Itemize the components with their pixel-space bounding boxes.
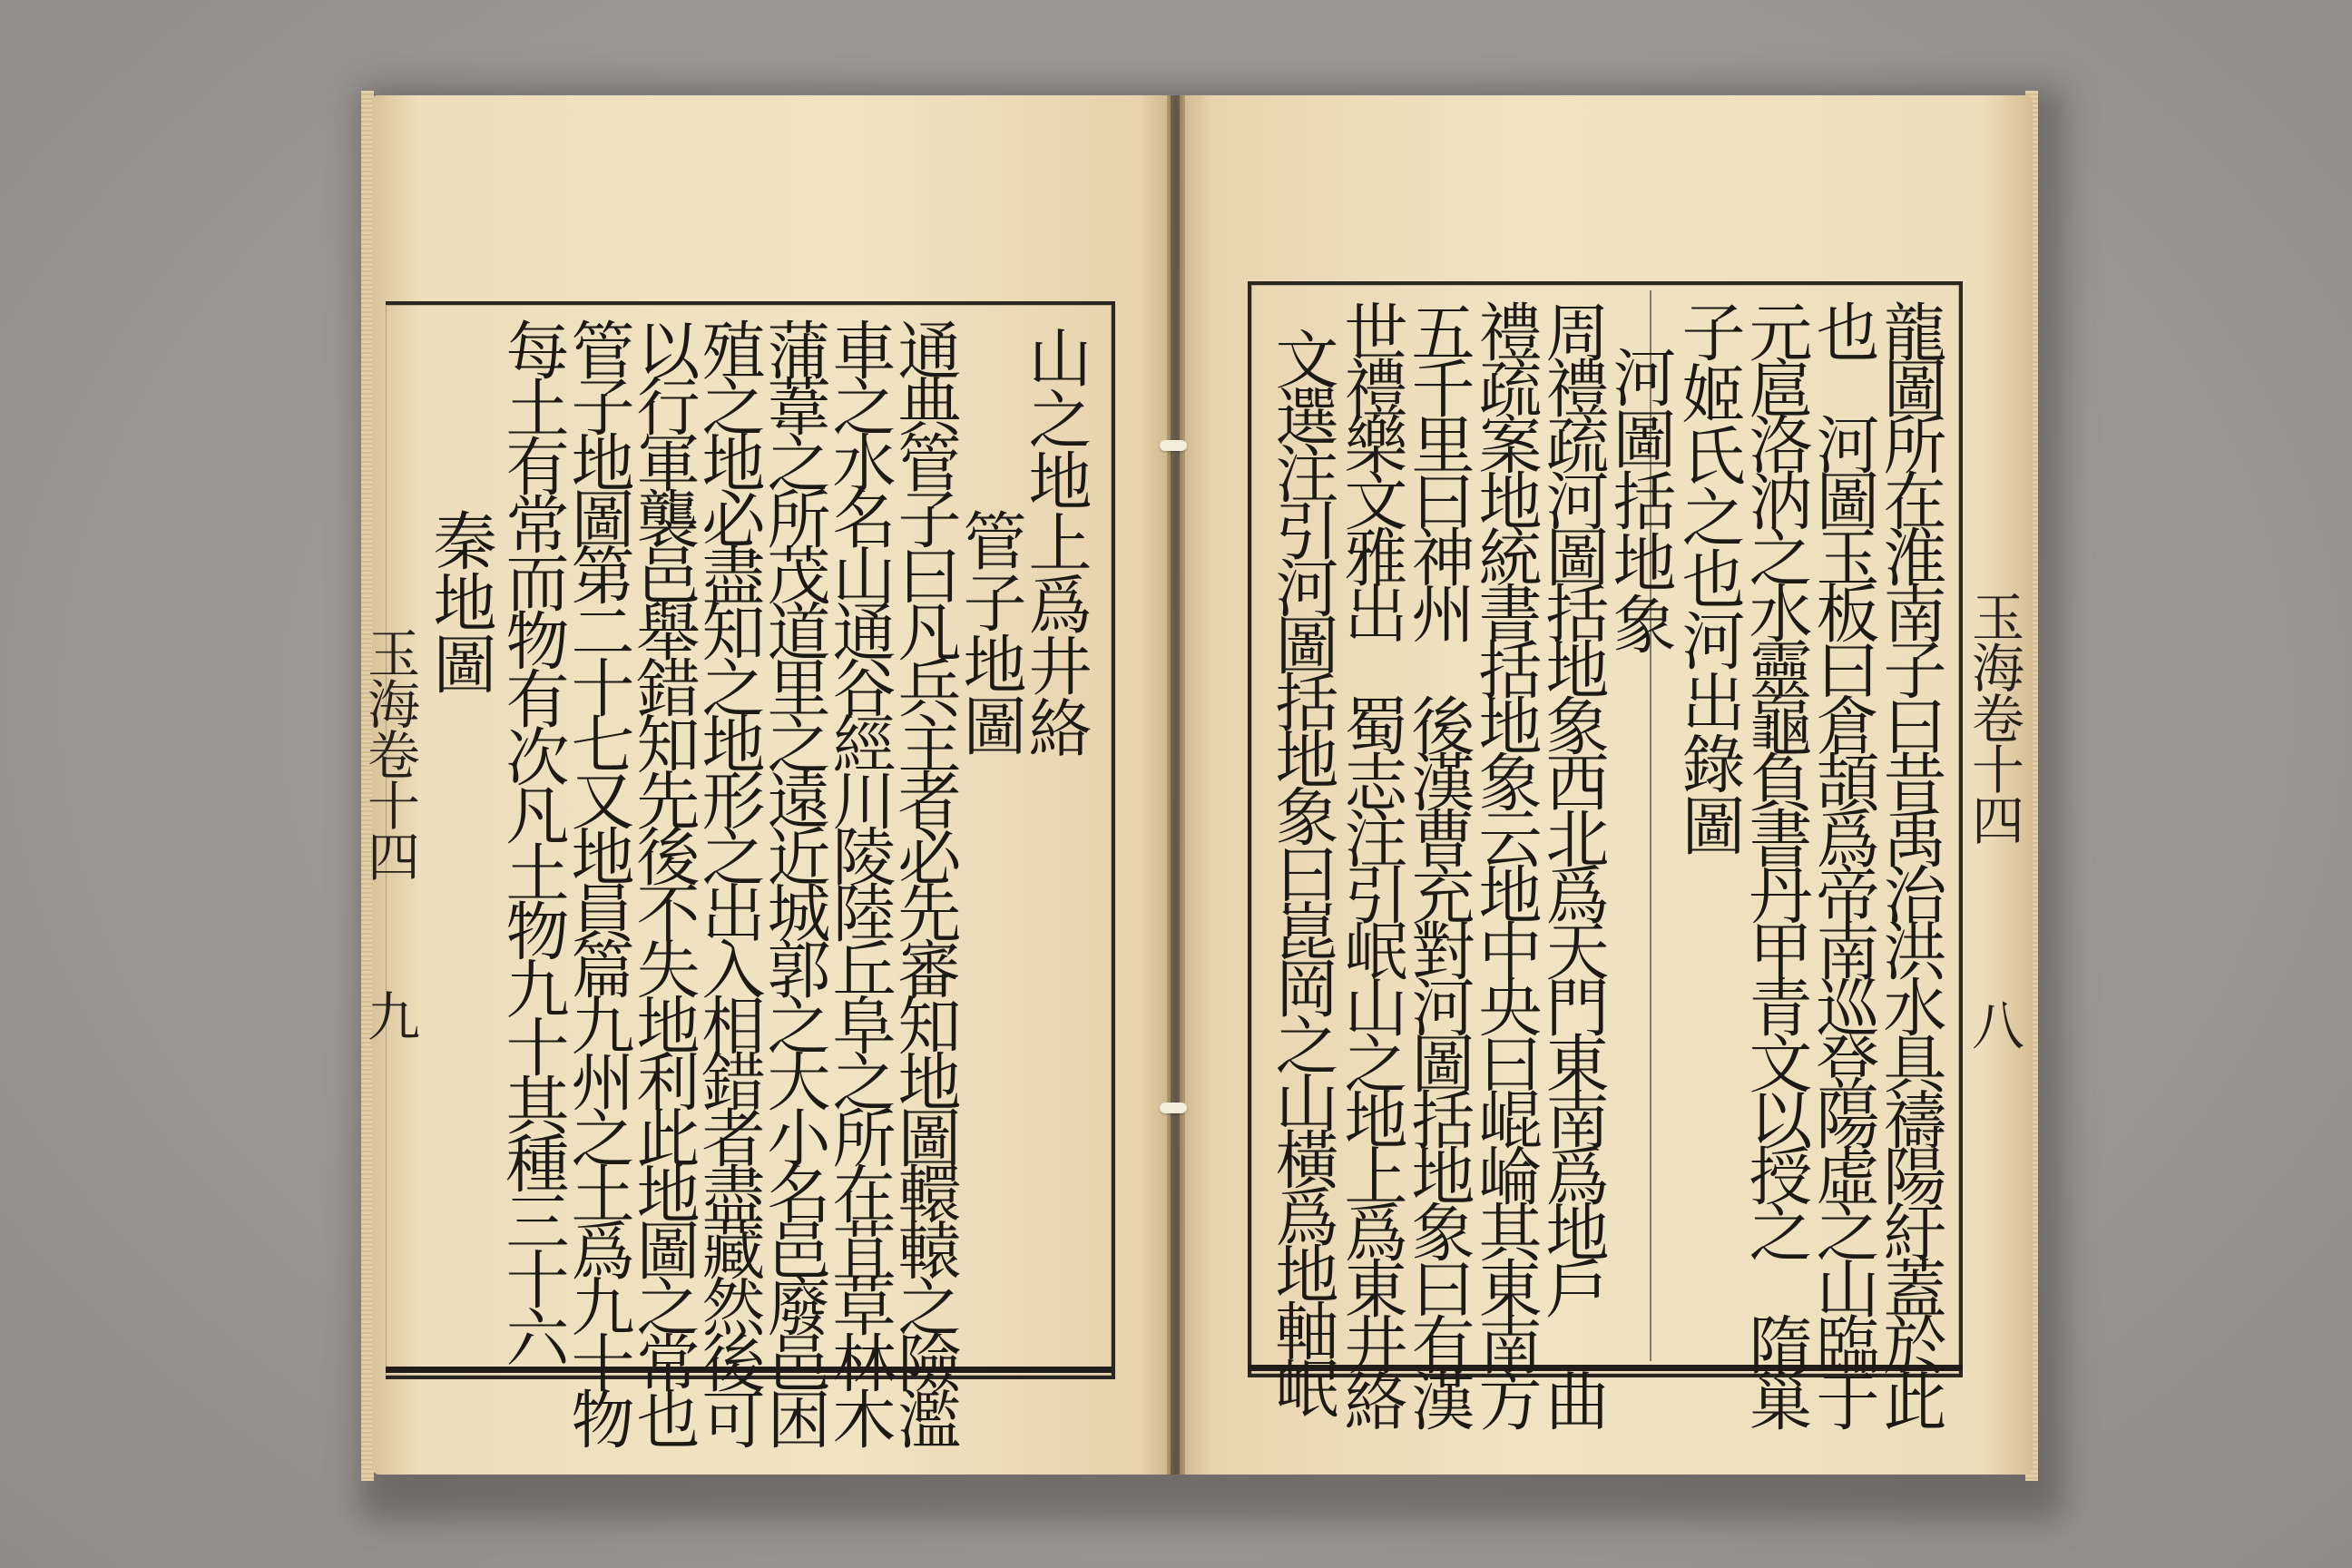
binding-thread-top (1160, 440, 1187, 451)
right-fold-number: 八 (1963, 998, 2024, 1049)
left-fold-number: 九 (358, 989, 420, 1040)
binding-thread-bottom (1160, 1102, 1187, 1113)
right-column-9: 世禮樂文雅出 蜀志注引岷山之地上爲東井絡 (1334, 299, 1408, 1425)
left-fold-title: 玉海卷十四 (358, 626, 420, 880)
right-column-1: 龍圖所在淮南子曰昔禹治洪水具禱陽紆蓋於此 (1873, 299, 1947, 1425)
right-column-6: 周禮疏河圖括地象西北爲天門東南爲地戶 曲 (1535, 299, 1610, 1425)
left-column-4: 車之水名山通谷經川陵陸丘阜之所在苴草林木 (822, 318, 897, 1443)
left-column-5: 蒲葦之所茂道里之遠近城郭之大小名邑廢邑困 (757, 318, 831, 1443)
right-column-8: 五千里曰神州 後漢曹充對河圖括地象曰有漢 (1401, 299, 1475, 1425)
left-column-10: 秦地圖 (423, 508, 497, 693)
left-column-1: 山之地上爲井絡 (1018, 325, 1093, 757)
left-column-9: 每土有常而物有次凡土物九十其種三十六 (495, 318, 570, 1363)
right-column-2: 也 河圖玉板曰倉頡爲帝南巡登陽虛之山臨于 (1806, 299, 1880, 1425)
book-gutter (1167, 95, 1185, 1475)
right-column-4: 子姬氏之也河出錄圖 (1671, 299, 1746, 855)
right-column-7: 禮疏案地統書括地象云地中央曰崐崘其東南方 (1468, 299, 1543, 1425)
right-column-3: 元扈洛汭之水靈龜負書丹甲青文以授之 隋巢 (1739, 299, 1813, 1425)
left-column-7: 以行軍襲邑舉錯知先後不失地利此地圖之常也 (626, 318, 701, 1443)
left-column-8: 管子地圖第二十七又地員篇九州之土爲九十物 (561, 318, 635, 1443)
left-column-6: 殖之地必盡知之地形之出入相錯者盡藏然後可 (691, 318, 766, 1443)
right-column-5: 河圖括地象 (1602, 345, 1677, 653)
left-column-2: 管子地圖 (953, 508, 1027, 755)
right-column-10: 文選注引河圖括地象曰崑岡之山橫爲地軸岷 (1265, 327, 1339, 1413)
right-fold-title: 玉海卷十四 (1963, 590, 2024, 844)
left-column-3: 通典管子曰凡兵主者必先審知地圖轘轅之險濫 (887, 318, 962, 1443)
